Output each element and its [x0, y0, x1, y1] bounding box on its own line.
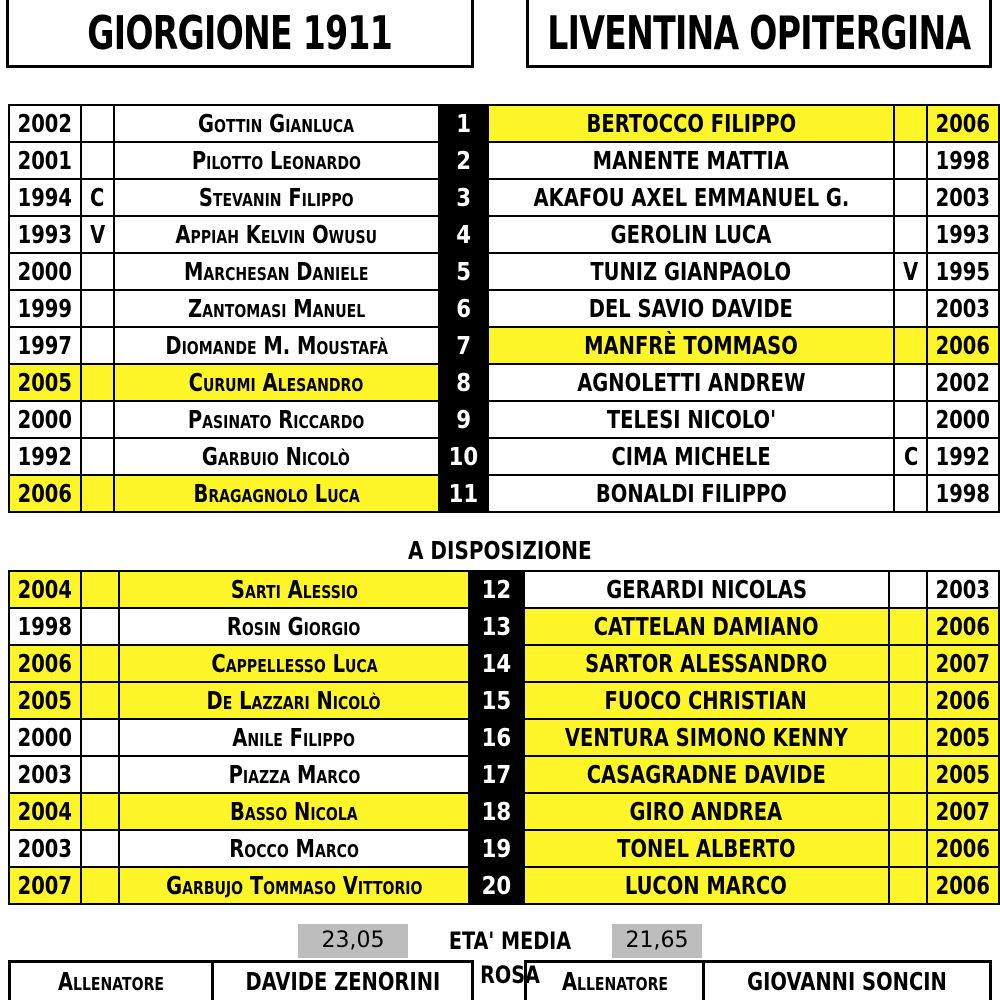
shirt-number: 15 [481, 686, 511, 715]
away-player-year: 1995 [935, 257, 991, 286]
bench-table [8, 570, 1000, 905]
home-player-name-cell [114, 142, 440, 179]
home-player-role-cell [81, 645, 119, 682]
home-player-role-cell [81, 830, 119, 867]
home-player-name-cell [119, 608, 468, 645]
away-coach-label-text: Allenatore [561, 967, 668, 996]
average-age-label-text: ETA' MEDIA ROSA [448, 927, 572, 989]
home-player-role-cell [81, 475, 114, 512]
home-coach-label [11, 963, 214, 1000]
away-player-year: 2006 [935, 686, 991, 715]
shirt-number-cell [439, 142, 487, 179]
bench-title [0, 535, 1000, 567]
home-player-year: 2000 [17, 405, 73, 434]
away-player-year: 2006 [935, 331, 991, 360]
home-player-year: 2002 [17, 109, 73, 138]
away-player-year-cell [927, 142, 999, 179]
away-player-name: AGNOLETTI ANDREW [576, 368, 806, 397]
away-player-name: CATTELAN DAMIANO [593, 612, 819, 641]
home-player-year: 2005 [17, 368, 73, 397]
home-player-year-cell [9, 216, 81, 253]
player-row [9, 571, 999, 608]
home-player-name-cell [114, 401, 440, 438]
shirt-number-cell [469, 571, 524, 608]
shirt-number-cell [439, 253, 487, 290]
away-coach-box [524, 960, 992, 1000]
away-player-year: 2007 [935, 649, 991, 678]
away-player-year-cell [927, 608, 999, 645]
home-player-year: 1999 [17, 294, 73, 323]
away-player-year: 1998 [935, 479, 991, 508]
home-player-name: Piazza Marco [228, 760, 360, 789]
away-player-year-cell [927, 105, 999, 142]
shirt-number: 10 [448, 442, 479, 471]
home-player-role-cell [81, 719, 119, 756]
away-player-name-cell [488, 253, 895, 290]
away-player-name: FUOCO CHRISTIAN [605, 686, 808, 715]
home-player-year: 2007 [17, 871, 73, 900]
away-player-name: CIMA MICHELE [611, 442, 771, 471]
away-team-name: LIVENTINA OPITERGINA [547, 5, 971, 60]
home-player-name: Diomande M. Moustafà [164, 331, 388, 360]
home-player-role-cell [81, 253, 114, 290]
home-player-role-cell [81, 401, 114, 438]
shirt-number-cell [469, 830, 524, 867]
away-player-name: BONALDI FILIPPO [595, 479, 787, 508]
home-player-year-cell [9, 105, 81, 142]
away-average-age [612, 924, 702, 958]
away-player-year: 2006 [935, 109, 991, 138]
shirt-number: 4 [455, 220, 471, 249]
home-player-name-cell [114, 290, 440, 327]
away-player-role-cell [889, 830, 927, 867]
player-row [9, 179, 999, 216]
home-player-name-cell [119, 867, 468, 904]
home-player-name-cell [119, 830, 468, 867]
player-row [9, 327, 999, 364]
home-player-year-cell [9, 401, 81, 438]
home-player-year: 2005 [17, 686, 73, 715]
home-player-year-cell [9, 830, 81, 867]
shirt-number: 13 [481, 612, 511, 641]
home-player-name-cell [114, 438, 440, 475]
home-player-year-cell [9, 142, 81, 179]
away-player-role-cell [894, 438, 927, 475]
shirt-number-cell [469, 608, 524, 645]
away-player-role-cell [894, 179, 927, 216]
away-player-role-cell [889, 756, 927, 793]
away-player-name: CASAGRADNE DAVIDE [586, 760, 826, 789]
home-player-name-cell [119, 719, 468, 756]
shirt-number-cell [469, 719, 524, 756]
player-row [9, 142, 999, 179]
home-player-role-cell [81, 867, 119, 904]
away-player-year: 2006 [935, 612, 991, 641]
home-player-role-cell [81, 142, 114, 179]
away-player-role-cell [894, 216, 927, 253]
away-player-year-cell [927, 327, 999, 364]
home-player-year: 2000 [17, 723, 73, 752]
away-player-name-cell [524, 571, 889, 608]
shirt-number: 6 [455, 294, 471, 323]
away-player-name: GIRO ANDREA [629, 797, 783, 826]
home-player-name: Appiah Kelvin Owusu [175, 220, 378, 249]
shirt-number: 19 [481, 834, 511, 863]
away-player-name-cell [488, 438, 895, 475]
away-player-name: GERARDI NICOLAS [605, 575, 807, 604]
away-player-role-cell [894, 253, 927, 290]
away-player-year: 1993 [935, 220, 991, 249]
away-player-year-cell [927, 867, 999, 904]
home-player-role-cell [81, 438, 114, 475]
away-player-year-cell [927, 364, 999, 401]
home-team-name: GIORGIONE 1911 [87, 5, 393, 60]
away-player-name-cell [488, 179, 895, 216]
shirt-number: 3 [455, 183, 471, 212]
away-player-role-cell [894, 290, 927, 327]
shirt-number-cell [439, 401, 487, 438]
away-player-name: BERTOCCO FILIPPO [586, 109, 796, 138]
away-player-year-cell [927, 179, 999, 216]
shirt-number: 17 [481, 760, 511, 789]
home-player-role-cell [81, 179, 114, 216]
player-row [9, 290, 999, 327]
home-player-name: Sarti Alessio [230, 575, 358, 604]
home-player-year: 1992 [17, 442, 73, 471]
home-player-role-cell [81, 571, 119, 608]
shirt-number: 7 [455, 331, 471, 360]
player-row [9, 608, 999, 645]
shirt-number: 12 [481, 575, 511, 604]
away-player-year-cell [927, 830, 999, 867]
home-player-year: 1997 [17, 331, 73, 360]
player-row [9, 719, 999, 756]
away-player-name-cell [524, 867, 889, 904]
away-player-year: 2005 [935, 723, 991, 752]
home-player-name-cell [114, 364, 440, 401]
home-player-name: Anile Filippo [232, 723, 356, 752]
home-player-name: Zantomasi Manuel [187, 294, 365, 323]
home-player-role-cell [81, 364, 114, 401]
player-row [9, 645, 999, 682]
home-player-year-cell [9, 608, 81, 645]
away-average-age-value: 21,65 [625, 928, 689, 953]
home-player-role-cell [81, 793, 119, 830]
home-player-name: Cappellesso Luca [210, 649, 378, 678]
home-player-role-cell [81, 216, 114, 253]
away-player-name-cell [524, 719, 889, 756]
shirt-number-cell [439, 364, 487, 401]
home-player-role-cell [81, 756, 119, 793]
away-coach-name-text: GIOVANNI SONCIN [747, 967, 947, 996]
shirt-number-cell [469, 867, 524, 904]
away-player-role-cell [894, 364, 927, 401]
home-player-role-cell [81, 290, 114, 327]
away-player-name-cell [488, 401, 895, 438]
home-player-year-cell [9, 290, 81, 327]
away-player-year-cell [927, 571, 999, 608]
away-player-year-cell [927, 793, 999, 830]
away-player-year: 1992 [935, 442, 991, 471]
away-player-name-cell [488, 364, 895, 401]
away-player-year-cell [927, 216, 999, 253]
shirt-number-cell [439, 475, 487, 512]
home-player-year-cell [9, 327, 81, 364]
player-row [9, 364, 999, 401]
home-player-name: Marchesan Daniele [184, 257, 369, 286]
home-player-year: 2000 [17, 257, 73, 286]
home-player-year-cell [9, 867, 81, 904]
home-player-name: Rosin Giorgio [227, 612, 361, 641]
home-player-name: De Lazzari Nicolò [206, 686, 382, 715]
home-player-name-cell [114, 216, 440, 253]
home-player-name-cell [119, 756, 468, 793]
shirt-number: 5 [455, 257, 471, 286]
home-player-year: 1994 [17, 183, 73, 212]
away-coach-label [527, 963, 705, 1000]
home-coach-name-text: DAVIDE ZENORINI [245, 967, 440, 996]
home-player-year-cell [9, 682, 81, 719]
away-player-year-cell [927, 475, 999, 512]
away-coach-name [705, 963, 989, 1000]
home-player-year: 1998 [17, 612, 73, 641]
away-player-name: SARTOR ALESSANDRO [585, 649, 828, 678]
away-team-title [526, 0, 992, 68]
home-player-year-cell [9, 475, 81, 512]
away-player-role-cell [889, 645, 927, 682]
shirt-number-cell [439, 216, 487, 253]
home-player-name-cell [119, 571, 468, 608]
home-player-year: 2001 [17, 146, 73, 175]
away-player-name: TONEL ALBERTO [616, 834, 796, 863]
home-player-year-cell [9, 253, 81, 290]
shirt-number-cell [439, 105, 487, 142]
home-player-name-cell [119, 645, 468, 682]
away-player-year-cell [927, 438, 999, 475]
player-row [9, 682, 999, 719]
away-player-name-cell [524, 682, 889, 719]
home-player-name: Pilotto Leonardo [191, 146, 361, 175]
away-player-role-cell [889, 867, 927, 904]
away-player-name: GEROLIN LUCA [610, 220, 772, 249]
away-player-name: AKAFOU AXEL EMMANUEL G. [533, 183, 849, 212]
away-player-year: 2006 [935, 834, 991, 863]
away-player-year: 2003 [935, 575, 991, 604]
away-player-name: VENTURA SIMONO KENNY [564, 723, 848, 752]
away-player-name: MANENTE MATTIA [592, 146, 790, 175]
away-player-year: 1998 [935, 146, 991, 175]
away-player-year-cell [927, 253, 999, 290]
average-age-label [408, 924, 612, 989]
player-row [9, 475, 999, 512]
home-player-name: Bragagnolo Luca [193, 479, 360, 508]
shirt-number: 9 [455, 405, 471, 434]
away-player-name-cell [524, 608, 889, 645]
home-player-name-cell [114, 327, 440, 364]
away-player-role-cell [894, 475, 927, 512]
home-coach-name [214, 963, 471, 1000]
home-player-year-cell [9, 438, 81, 475]
player-row [9, 793, 999, 830]
away-player-name-cell [488, 475, 895, 512]
away-player-year: 2002 [935, 368, 991, 397]
player-row [9, 401, 999, 438]
away-player-year: 2003 [935, 183, 991, 212]
away-player-role: C [903, 442, 918, 471]
home-player-year-cell [9, 571, 81, 608]
home-player-name-cell [114, 253, 440, 290]
away-player-role-cell [889, 719, 927, 756]
home-player-name: Garbuio Nicolò [202, 442, 351, 471]
player-row [9, 756, 999, 793]
home-player-name: Gottin Gianluca [198, 109, 355, 138]
home-player-year: 2003 [17, 760, 73, 789]
away-player-name: TELESI NICOLO' [606, 405, 776, 434]
bench-title-text: A DISPOSIZIONE [408, 536, 592, 565]
shirt-number-cell [469, 756, 524, 793]
away-player-name-cell [524, 645, 889, 682]
home-player-name: Basso Nicola [230, 797, 358, 826]
away-player-name-cell [488, 216, 895, 253]
shirt-number-cell [439, 290, 487, 327]
shirt-number: 1 [455, 109, 471, 138]
home-average-age-value: 23,05 [321, 928, 385, 953]
home-player-name: Curumi Alesandro [188, 368, 364, 397]
home-player-year-cell [9, 793, 81, 830]
away-player-year-cell [927, 645, 999, 682]
away-player-role-cell [889, 608, 927, 645]
home-player-year: 1993 [17, 220, 73, 249]
shirt-number: 18 [481, 797, 511, 826]
home-coach-box [8, 960, 474, 1000]
home-player-year: 2004 [17, 575, 73, 604]
player-row [9, 253, 999, 290]
away-player-name-cell [524, 830, 889, 867]
home-player-role-cell [81, 327, 114, 364]
away-player-role-cell [894, 327, 927, 364]
away-player-role-cell [889, 682, 927, 719]
shirt-number-cell [439, 438, 487, 475]
away-player-role: V [903, 257, 919, 286]
away-player-name: TUNIZ GIANPAOLO [590, 257, 792, 286]
shirt-number: 14 [481, 649, 511, 678]
home-player-year-cell [9, 719, 81, 756]
shirt-number-cell [469, 682, 524, 719]
home-player-role: C [90, 183, 105, 212]
away-player-name-cell [524, 756, 889, 793]
away-player-year: 2005 [935, 760, 991, 789]
away-player-role-cell [889, 571, 927, 608]
away-player-year: 2003 [935, 294, 991, 323]
away-player-role-cell [889, 793, 927, 830]
home-player-name-cell [119, 682, 468, 719]
away-player-year-cell [927, 756, 999, 793]
player-row [9, 830, 999, 867]
home-player-year: 2003 [17, 834, 73, 863]
player-row [9, 105, 999, 142]
home-player-role-cell [81, 608, 119, 645]
player-row [9, 867, 999, 904]
shirt-number-cell [469, 645, 524, 682]
home-coach-label-text: Allenatore [57, 967, 165, 996]
away-player-role-cell [894, 142, 927, 179]
away-player-year-cell [927, 719, 999, 756]
home-player-name-cell [114, 179, 440, 216]
home-player-year-cell [9, 645, 81, 682]
away-player-name: LUCON MARCO [625, 871, 788, 900]
shirt-number: 11 [448, 479, 479, 508]
home-player-year-cell [9, 179, 81, 216]
shirt-number-cell [439, 327, 487, 364]
home-player-role: V [89, 220, 105, 249]
home-player-year-cell [9, 756, 81, 793]
away-player-name: MANFRÈ TOMMASO [584, 331, 798, 360]
home-team-title [6, 0, 474, 68]
home-player-name: Stevanin Filippo [198, 183, 354, 212]
home-average-age [298, 924, 408, 958]
home-player-name: Rocco Marco [229, 834, 359, 863]
home-player-name: Garbujo Tommaso Vittorio [165, 871, 423, 900]
away-player-year-cell [927, 401, 999, 438]
home-player-year: 2006 [17, 479, 73, 508]
home-player-name-cell [119, 793, 468, 830]
shirt-number: 16 [481, 723, 511, 752]
player-row [9, 438, 999, 475]
home-player-role-cell [81, 682, 119, 719]
home-player-year: 2004 [17, 797, 73, 826]
home-player-year: 2006 [17, 649, 73, 678]
away-player-name: DEL SAVIO DAVIDE [588, 294, 793, 323]
shirt-number: 2 [455, 146, 471, 175]
away-player-name-cell [488, 142, 895, 179]
away-player-year: 2000 [935, 405, 991, 434]
home-player-name-cell [114, 105, 440, 142]
starters-table [8, 104, 1000, 513]
away-player-name-cell [524, 793, 889, 830]
shirt-number-cell [439, 179, 487, 216]
shirt-number-cell [469, 793, 524, 830]
away-player-role-cell [894, 105, 927, 142]
shirt-number: 8 [455, 368, 471, 397]
home-player-year-cell [9, 364, 81, 401]
shirt-number: 20 [481, 871, 511, 900]
away-player-name-cell [488, 105, 895, 142]
away-player-year-cell [927, 290, 999, 327]
home-player-name: Pasinato Riccardo [188, 405, 365, 434]
home-player-name-cell [114, 475, 440, 512]
away-player-year: 2007 [935, 797, 991, 826]
away-player-role-cell [894, 401, 927, 438]
away-player-name-cell [488, 327, 895, 364]
away-player-year-cell [927, 682, 999, 719]
home-player-role-cell [81, 105, 114, 142]
player-row [9, 216, 999, 253]
away-player-year: 2006 [935, 871, 991, 900]
away-player-name-cell [488, 290, 895, 327]
